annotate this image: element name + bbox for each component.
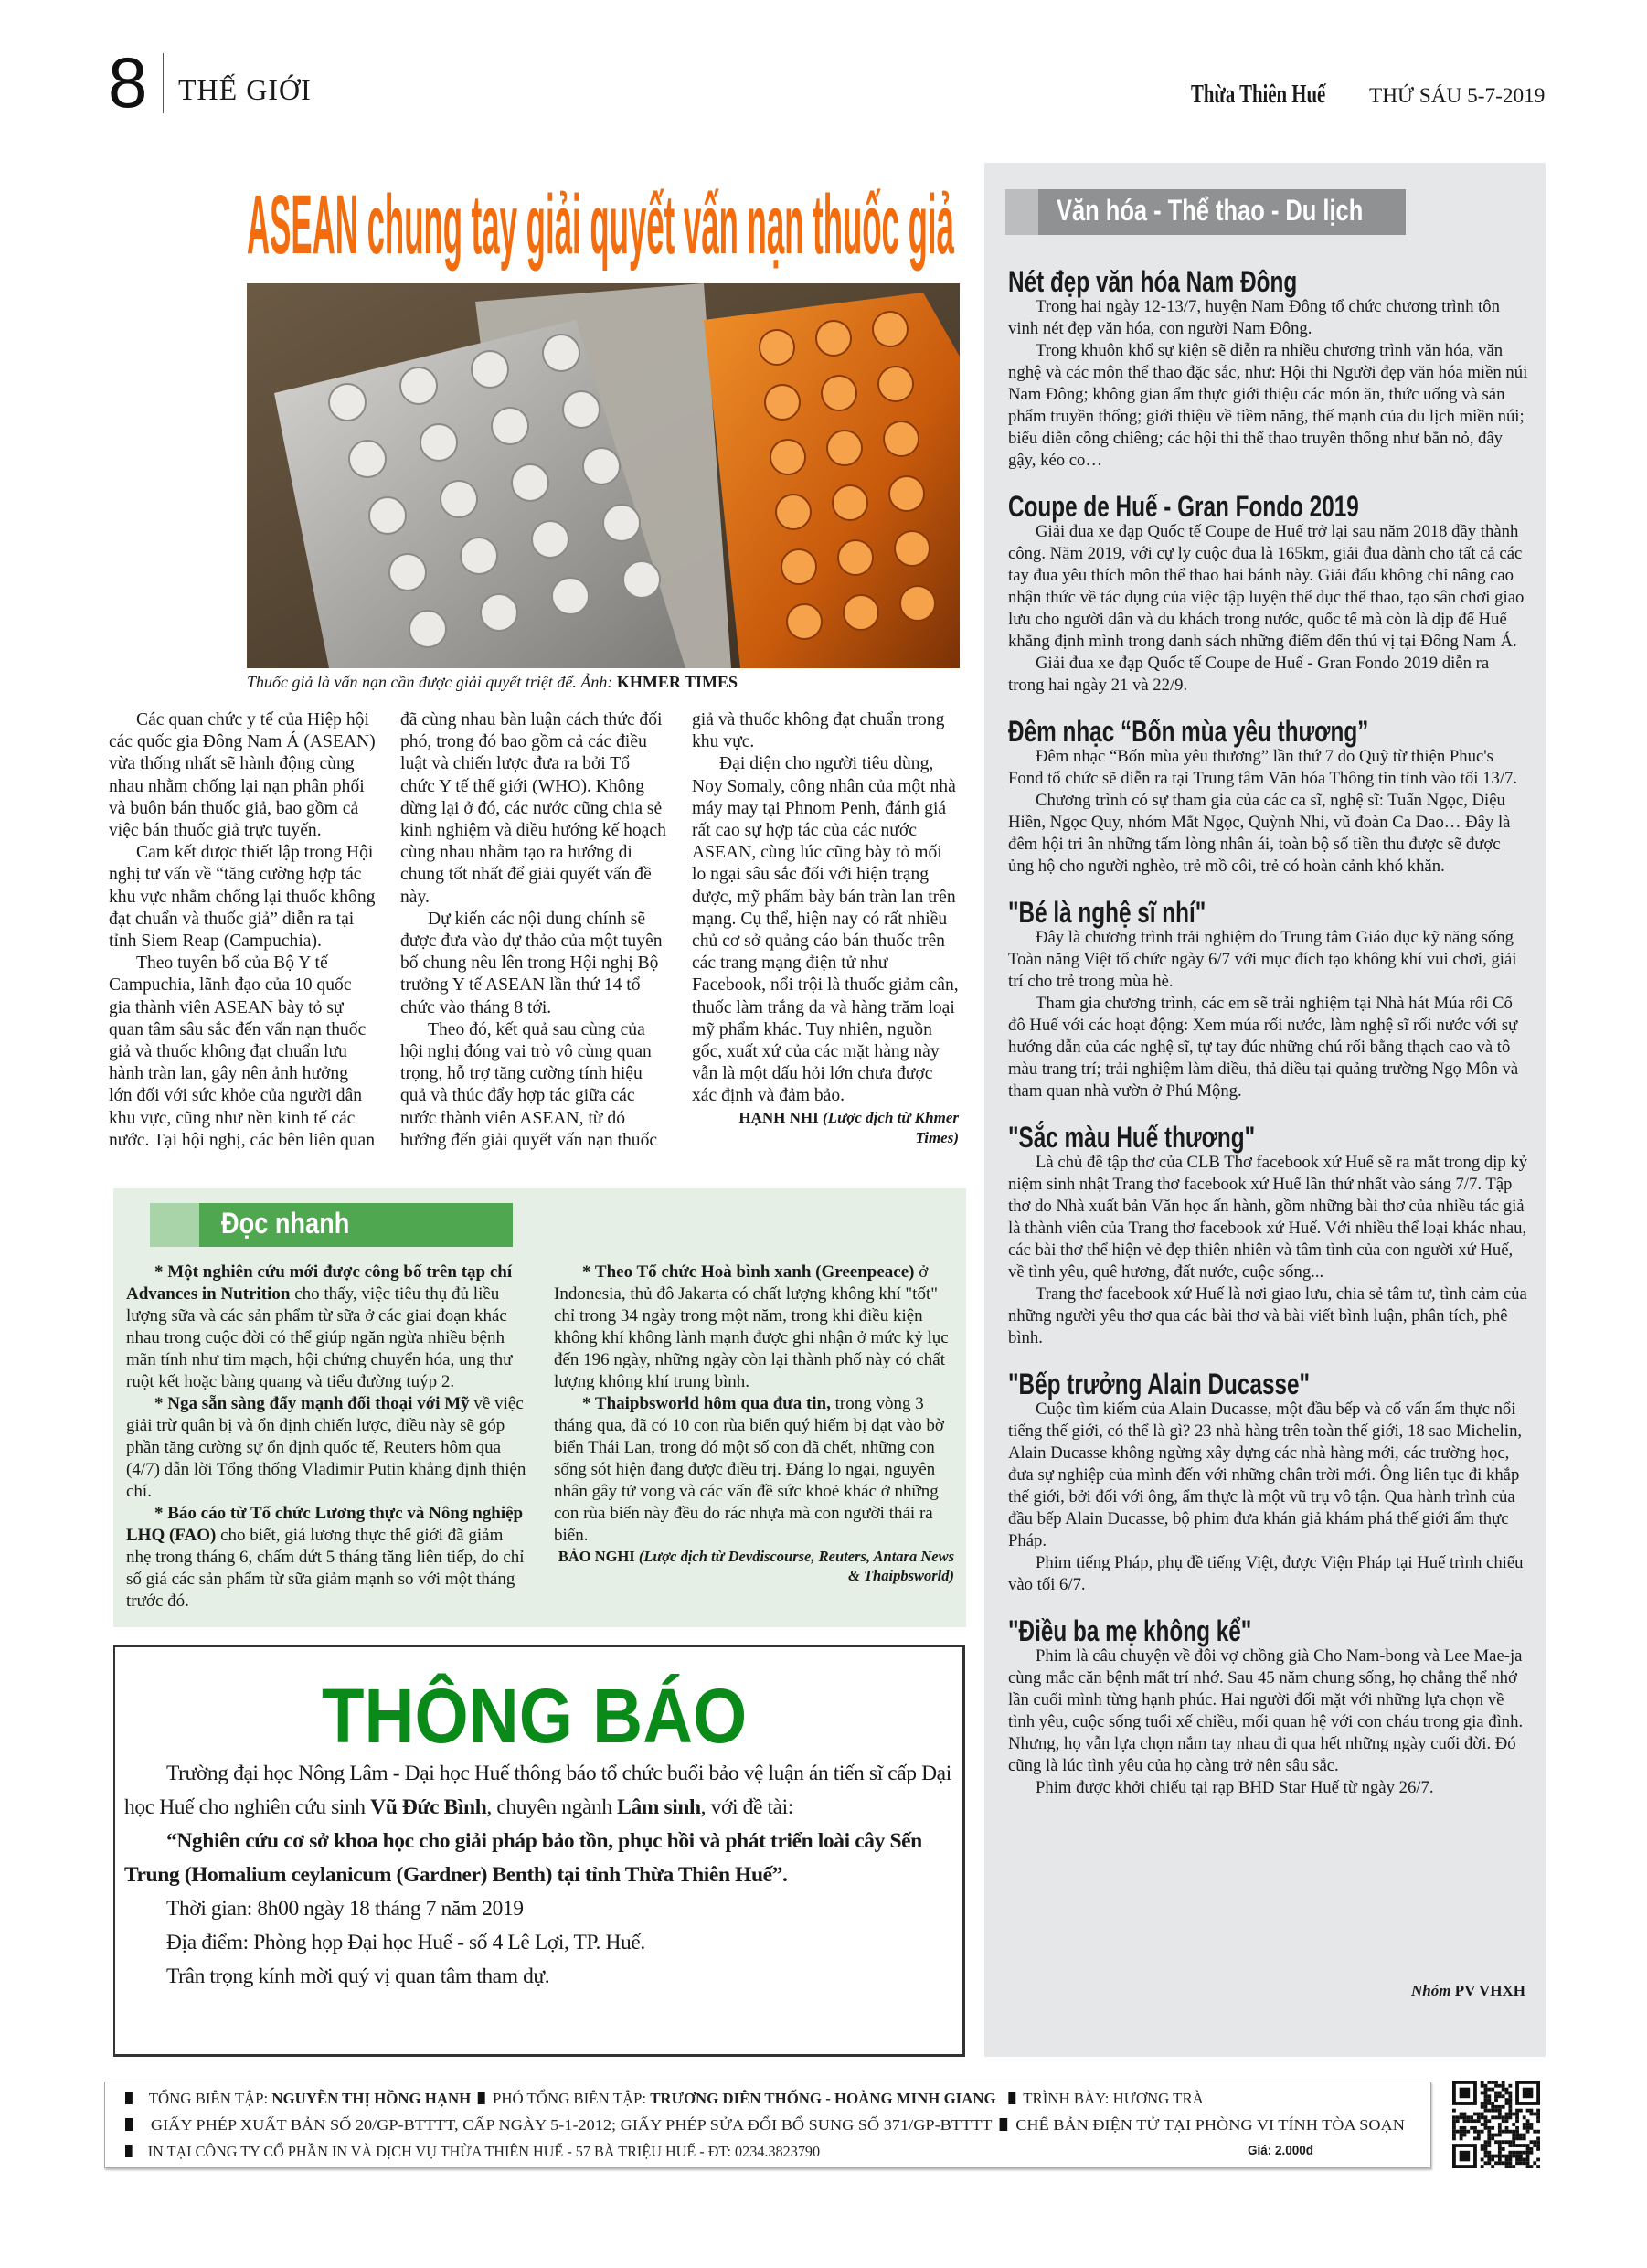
- article-photo-pills: [247, 283, 960, 668]
- section-title: THẾ GIỚI: [178, 73, 312, 106]
- pill: [603, 505, 640, 541]
- notice-place: Địa điểm: Phòng họp Đại học Huế - số 4 Lê Lợi, TP. Huế.: [166, 1931, 645, 1954]
- sidebar-header: [1005, 189, 1406, 235]
- sidebar-signature: Nhóm PV VHXH: [1410, 1982, 1525, 1999]
- sidebar-article-paragraph: Chương trình có sự tham gia của các ca sĩ, nghệ sĩ: Tuấn Ngọc, Diệu Hiền, Ngọc Quy, nhóm Mắt Ngọc, Quỳnh Nhi, vũ đoàn Ca Dao… Đây là đêm hội tri ân những tấm lòng nhân ái, toàn bộ số tiền thu được sẽ được ủng hộ cho người nghèo, trẻ mồ côi, trẻ có hoàn cảnh khó khăn.: [1008, 791, 1511, 876]
- sidebar-article-paragraph: Giải đua xe đạp Quốc tế Coupe de Huế trở lại sau năm 2018 đầy thành công. Năm 2019, với cự ly cuộc đua là 165km, giải đua dành cho tất cả các tay đua yêu thích môn thể thao hai bánh này. Giải đấu không chỉ nâng cao nhận thức về tác dụng của việc tập luyện thể dục thể thao, tạo sân chơi giao lưu cho người dân và du khách trong nước, quốc tế mà còn là dịp để Huế khẳng định mình trong danh sách những điểm đến thú vị tại Đông Nam Á.: [1008, 522, 1525, 651]
- sidebar-article: [1008, 490, 1529, 697]
- pill: [492, 408, 528, 444]
- sidebar-article-title: "Điều ba mẹ không kể": [1008, 1614, 1252, 1647]
- article-paragraph: Theo tuyên bố của Bộ Y tế Campuchia, lãnh đạo của 10 quốc gia thành viên ASEAN bày tỏ sự quan tâm sâu sắc đến vấn nạn thuốc giả và thuốc không đạt chuẩn lưu hành tràn lan, gây nên ảnh hưởng lớn đối với sức khỏe của người dân khu vực, cũng như nền kinh tế các nước. Tại hội nghị, các bên liên quan đã cùng nhau bàn luận cách thức đối phó, trong đó bao gồm cả các điều luật và chiến lược đưa ra bởi Tổ chức Y tế thế giới (WHO). Không dừng lại ở đó, các nước cũng chia sẻ kinh nghiệm và điều hướng kế hoạch cùng nhau nhằm tạo ra hướng đi chung tốt nhất để giải quyết vấn đề này.: [109, 710, 666, 1150]
- pill: [884, 421, 919, 456]
- article-paragraph: Đại diện cho người tiêu dùng, Noy Somaly, công nhân của một nhà máy may tại Phnom Penh, đánh giá rất cao sự hợp tác của các nước ASEAN, cùng lúc cũng bày tỏ mối lo ngại sâu sắc đối với hiện trạng dược, mỹ phẩm bày bán tràn lan trên mạng. Cụ thể, hiện nay có rất nhiều chủ cơ sở quảng cáo bán thuốc trên các trang mạng điện tử như Facebook, nổi trội là thuốc giảm cân, thuốc làm trắng da và hàng trăm loại mỹ phẩm khác. Tuy nhiên, nguồn gốc, xuất xứ của các mặt hàng này vẫn là một dấu hỏi lớn chưa được xác định và đảm bảo.: [692, 754, 959, 1106]
- article-paragraph: Theo đó, kết quả sau cùng của hội nghị đóng vai trò vô cùng quan trọng, hỗ trợ tăng cường tính hiệu quả và thúc đẩy hợp tác giữa các nước thành viên ASEAN, từ đó hướng đến giải quyết vấn nạn thuốc giả và thuốc không đạt chuẩn trong khu vực.: [400, 710, 945, 1150]
- notice-box: [113, 1645, 965, 2057]
- pill: [329, 384, 366, 421]
- pill: [781, 549, 816, 584]
- sidebar-article: [1008, 1614, 1529, 1799]
- pill: [889, 476, 924, 511]
- quick-read-item: * Báo cáo từ Tổ chức Lương thực và Nông nghiệp LHQ (FAO) cho biết, giá lương thực thế giới đã giảm nhẹ trong tháng 6, chấm dứt 5 tháng tăng liên tiếp, do chỉ số giá các sản phẩm từ sữa giảm mạnh so với một tháng trước đó.: [126, 1504, 525, 1611]
- newspaper-name: Thừa Thiên Huế: [1191, 80, 1326, 109]
- pill: [827, 431, 862, 465]
- notice-body: [124, 1757, 951, 1994]
- sidebar-article-paragraph: Phim là câu chuyện về đôi vợ chồng già Cho Nam-bong và Lee Mae-ja cùng mắc căn bệnh mất trí nhớ. Sau 45 năm chung sống, họ chẳng thể nhớ lần cuối mình từng hạnh phúc. Hai người đối mặt với những lựa chọn về tình yêu, cuộc sống tuổi xế chiều, mối quan hệ với con cháu trong gia đình. Nhưng, họ vẫn lựa chọn nắm tay nhau đi qua hết những ngày cuối đời. Đó cũng là lúc tình yêu của họ càng trở nên sâu sắc.: [1008, 1646, 1524, 1775]
- pill: [532, 521, 568, 558]
- quick-read-box: [113, 1188, 966, 1627]
- notice-paragraph: Trường đại học Nông Lâm - Đại học Huế thông báo tổ chức buổi bảo vệ luận án tiến sĩ cấp Đại học Huế cho nghiên cứu sinh Vũ Đức Bình, chuyên ngành Lâm sinh, với đề tài:: [124, 1762, 951, 1819]
- article-byline: HẠNH NHI (Lược dịch từ Khmer Times): [738, 1108, 959, 1146]
- issue-date: THỨ SÁU 5-7-2019: [1369, 84, 1546, 107]
- quick-read-title: Đọc nhanh: [221, 1207, 350, 1240]
- quick-read-item: * Nga sẵn sàng đẩy mạnh đối thoại với Mỹ về việc giải trừ quân bị và ổn định chiến lược, điều này sẽ góp phần tăng cường sự ổn định quốc tế, Reuters hôm qua (4/7) dẫn lời Tổng thống Vladimir Putin khẳng định thiện chí.: [126, 1394, 526, 1501]
- article-paragraph: Các quan chức y tế của Hiệp hội các quốc gia Đông Nam Á (ASEAN) vừa thống nhất sẽ hành động cùng nhau nhằm chống lại nạn phân phối và buôn bán thuốc giả, bao gồm cả việc bán thuốc giả trực tuyến.: [109, 710, 376, 841]
- sidebar-article: [1008, 1368, 1529, 1596]
- pill: [838, 540, 873, 575]
- pill: [878, 367, 913, 401]
- masthead-footer: TỔNG BIÊN TẬP: NGUYỄN THỊ HỒNG HẠNH PHÓ TỔNG BIÊN TẬP: TRƯƠNG DIÊN THỐNG - HOÀNG MINH GIANG TRÌNH BÀY: HƯƠNG TRÀ GIẤY PHÉP XUẤT BẢN SỐ 20/GP-BTTTT, CẤP NGÀY 5-1-2012; GIẤY PHÉP SỬA ĐỔI BỔ SUNG SỐ 371/GP-BTTTT CHẾ BẢN ĐIỆN TỬ TẠI PHÒNG VI TÍNH TÒA SOẠN IN TẠI CÔNG TY CỔ PHẦN IN VÀ DỊCH VỤ THỪA THIÊN HUẾ - 57 BÀ TRIỆU HUẾ - ĐT: 0234.3823790 Giá: 2.000đ: [104, 2082, 1431, 2168]
- sidebar-article-paragraph: Cuộc tìm kiếm của Alain Ducasse, một đầu bếp và cố vấn ẩm thực nổi tiếng thế giới, có thể là gì? 23 nhà hàng trên toàn thế giới, 18 sao Michelin, Alain Ducasse không ngừng xây dựng các nhà hàng mới, các trường học, đưa sự nghiệp của mình đến với những chân trời mới. Ông liên tục đi khắp thế giới, bởi đối với ông, ẩm thực là một vũ trụ vô tận. Qua hành trình của đầu bếp Alain Ducasse, bộ phim đưa khán giả khám phá thế giới ẩm thực Pháp.: [1008, 1400, 1523, 1550]
- quick-read-item: * Thaipbsworld hôm qua đưa tin, trong vòng 3 tháng qua, đã có 10 con rùa biển quý hiếm bị dạt vào bờ biển Thái Lan, trong đó một số con đã chết, những con sống sót hiện đang được điều trị. Đáng lo ngại, nguyên nhân gây tử vong và các vấn đề sức khoẻ khác ở những con rùa biển này đều do rác nhựa mà con người thải ra biển.: [554, 1394, 944, 1545]
- pill: [472, 351, 508, 388]
- article-body: [109, 709, 959, 1185]
- sidebar-article: [1008, 715, 1529, 878]
- pill: [512, 464, 548, 501]
- article-headline: ASEAN chung tay giải quyết vấn nạn thuốc giả: [247, 178, 954, 272]
- pill: [552, 578, 589, 614]
- quick-read-item: * Theo Tổ chức Hoà bình xanh (Greenpeace) ở Indonesia, thủ đô Jakarta có chất lượng không khí "tốt" chỉ trong 34 ngày trong một năm, trong khi điều kiện không khí không lành mạnh được ghi nhận ở mức kỷ lục đến 196 ngày, những ngày còn lại thành phố này có chất lượng không khí trung bình.: [554, 1262, 949, 1391]
- price: Giá: 2.000đ: [1248, 2143, 1314, 2158]
- sidebar-article-paragraph: Trong hai ngày 12-13/7, huyện Nam Đông tổ chức chương trình tôn vinh nét đẹp văn hóa, con người Nam Đông.: [1008, 297, 1500, 338]
- pill: [461, 538, 497, 574]
- sidebar-article: [1008, 896, 1529, 1102]
- article-paragraph: Cam kết được thiết lập trong Hội nghị tư vấn về “tăng cường hợp tác khu vực nhằm chống lại thuốc không đạt chuẩn và thuốc giả” diễn ra tại tỉnh Siem Reap (Campuchia).: [109, 843, 376, 952]
- sidebar-article-paragraph: Trang thơ facebook xứ Huế là nơi giao lưu, chia sẻ tâm tư, tình cảm của những người yêu thơ qua các bài thơ và bài viết bình luận, phân tích, phê bình.: [1008, 1284, 1527, 1347]
- qr-code-icon: [1452, 2081, 1540, 2168]
- sidebar-article-paragraph: Phim tiếng Pháp, phụ đề tiếng Việt, được Viện Pháp tại Huế trình chiếu vào tối 6/7.: [1008, 1553, 1524, 1594]
- notice-invite: Trân trọng kính mời quý vị quan tâm tham dự.: [166, 1965, 550, 1988]
- pill: [833, 485, 867, 520]
- pill: [900, 586, 935, 621]
- pill: [389, 554, 426, 591]
- sidebar-article: [1008, 1121, 1529, 1349]
- pill: [563, 391, 600, 428]
- sidebar-article-paragraph: Đây là chương trình trải nghiệm do Trung tâm Giáo dục kỹ năng sống Toàn năng Việt tổ chức ngày 6/7 với mục đích tạo không khí vui chơi, giải trí cho trẻ trong mùa hè.: [1008, 928, 1517, 991]
- pill: [765, 385, 800, 420]
- sidebar-article-paragraph: Trong khuôn khổ sự kiện sẽ diễn ra nhiều chương trình văn hóa, văn nghệ và các môn thể thao đặc sắc, như: Hội thi Người đẹp văn hóa miền núi Nam Đông; không gian ẩm thực giới thiệu các món ăn, thức uống và sản phẩm truyền thống; giới thiệu về tiềm năng, thế mạnh của du lịch miền núi; biểu diễn cồng chiêng; các hội thi thể thao truyền thống như bắn nỏ, đẩy gậy, kéo co…: [1008, 341, 1528, 470]
- pill: [822, 376, 856, 410]
- sidebar-article-paragraph: Phim được khởi chiếu tại rạp BHD Star Huế từ ngày 26/7.: [1036, 1778, 1434, 1797]
- quick-read-byline: BẢO NGHI (Lược dịch từ Devdiscourse, Reuters, Antara News & Thaipbsworld): [558, 1548, 954, 1584]
- article-paragraph: Dự kiến các nội dung chính sẽ được đưa vào dự thảo của một tuyên bố chung nêu lên trong Hội nghị Bộ trưởng Y tế ASEAN lần thứ 14 tổ chức vào tháng 8 tới.: [400, 909, 663, 1017]
- header-divider: [163, 53, 164, 113]
- pill: [420, 424, 457, 461]
- pill: [583, 448, 620, 484]
- notice-time: Thời gian: 8h00 ngày 18 tháng 7 năm 2019: [166, 1897, 524, 1921]
- pill: [816, 321, 851, 356]
- pill: [481, 594, 517, 631]
- pill: [776, 495, 811, 529]
- sidebar-article-paragraph: Đêm nhạc “Bốn mùa yêu thương” lần thứ 7 do Quỹ từ thiện Phuc's Fond tổ chức sẽ diễn ra tại Trung tâm Văn hóa Thông tin tỉnh vào tối 13/7.: [1008, 747, 1518, 788]
- pill: [369, 497, 406, 534]
- pill: [409, 611, 446, 647]
- pill: [787, 604, 822, 639]
- sidebar-article-paragraph: Là chủ đề tập thơ của CLB Thơ facebook xứ Huế sẽ ra mắt trong dịp kỷ niệm sinh nhật Trang thơ facebook xứ Huế lần thứ nhất vào sáng 7/7. Tập thơ do Nhà xuất bản Văn học ấn hành, gồm những bài thơ của nhiều tác giả là thành viên của Trang thơ facebook xứ Huế. Với nhiều thể loại khác nhau, các bài thơ thể hiện vẻ đẹp thiên nhiên và tâm tình của con người xứ Huế, về tình yêu, quê hương, đất nước, cuộc sống...: [1008, 1153, 1528, 1282]
- sidebar-article-paragraph: Giải đua xe đạp Quốc tế Coupe de Huế - Gran Fondo 2019 diễn ra trong hai ngày 21 và 22/9.: [1008, 654, 1490, 695]
- pill: [400, 367, 437, 404]
- quick-read-items: [126, 1262, 954, 1613]
- sidebar-article-title: Nét đẹp văn hóa Nam Đông: [1008, 265, 1298, 298]
- sidebar-article-paragraph: Tham gia chương trình, các em sẽ trải nghiệm tại Nhà hát Múa rối Cố đô Huế với các hoạt động: Xem múa rối nước, làm nghệ sĩ rối nước với sự hướng dẫn của các nghệ sĩ, tự tay đúc những chú rối bằng thạch cao và tô màu trang trí; trải nghiệm làm diều, thả diều tại quảng trường Ngọ Môn và tham quan nhà vườn ở Phú Mộng.: [1008, 994, 1519, 1101]
- pill: [844, 595, 878, 630]
- sidebar-article-title: Coupe de Huế - Gran Fondo 2019: [1008, 490, 1359, 523]
- notice-title: THÔNG BÁO: [322, 1673, 748, 1759]
- sidebar-title: Văn hóa - Thể thao - Du lịch: [1057, 194, 1364, 227]
- pill: [895, 531, 930, 566]
- culture-sports-sidebar: [984, 163, 1546, 2057]
- sidebar-article: [1008, 265, 1529, 472]
- quick-read-header: [150, 1203, 513, 1247]
- pill: [349, 441, 386, 477]
- page-number: 8: [108, 42, 148, 122]
- notice-topic: “Nghiên cứu cơ sở khoa học cho giải pháp bảo tồn, phục hồi và phát triển loài cây Sến Trung (Homalium ceylanicum (Gardner) Benth) tại tỉnh Thừa Thiên Huế”.: [124, 1829, 922, 1887]
- sidebar-article-title: "Bếp trưởng Alain Ducasse": [1008, 1368, 1311, 1400]
- pill: [441, 481, 477, 517]
- sidebar-article-title: Đêm nhạc “Bốn mùa yêu thương”: [1008, 715, 1369, 748]
- pill: [623, 561, 660, 598]
- pill: [873, 312, 908, 346]
- pill: [770, 440, 805, 474]
- sidebar-article-title: "Bé là nghệ sĩ nhí": [1008, 896, 1206, 929]
- pill: [543, 335, 579, 371]
- photo-caption: Thuốc giả là vấn nạn cần được giải quyết triệt để. Ảnh: KHMER TIMES: [247, 673, 738, 691]
- pill: [760, 330, 794, 365]
- quick-read-item: * Một nghiên cứu mới được công bố trên tạp chí Advances in Nutrition cho thấy, việc tiêu thụ đủ liều lượng sữa và các sản phẩm từ sữa ở các giai đoạn khác nhau trong cuộc đời có thể giúp ngăn ngừa nhiều bệnh mãn tính như tim mạch, hội chứng chuyển hóa, ung thư ruột kết hoặc bàng quang và tiểu đường tuýp 2.: [126, 1262, 513, 1391]
- sidebar-articles: [1008, 265, 1529, 1817]
- sidebar-article-title: "Sắc màu Huế thương": [1008, 1121, 1256, 1154]
